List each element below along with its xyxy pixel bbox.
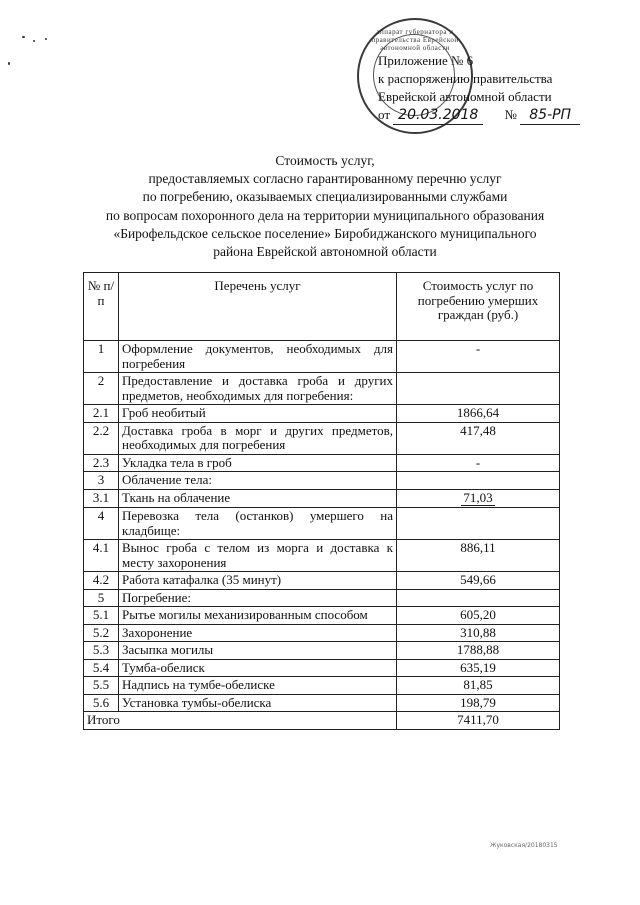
row-service: Доставка гроба в морг и других предметов, необходимых для погребения: [119, 422, 397, 454]
row-service: Работа катафалка (35 минут): [119, 572, 397, 590]
row-cost: [397, 373, 560, 405]
row-service: Оформление документов, необходимых для погребения: [119, 341, 397, 373]
row-number: 5: [84, 589, 119, 607]
document-title: [40, 152, 610, 261]
row-number: 3: [84, 472, 119, 490]
table-row: [84, 659, 560, 677]
footer-code: Жуковская/20180315: [490, 842, 558, 849]
row-number: 4.1: [84, 540, 119, 572]
title-line: Стоимость услуг,: [275, 153, 375, 168]
row-service: Тумба-обелиск: [119, 659, 397, 677]
row-number: 2: [84, 373, 119, 405]
table-row: [84, 540, 560, 572]
table-row: [84, 677, 560, 695]
scan-speck: [22, 36, 25, 38]
row-number: 5.3: [84, 642, 119, 660]
appendix-line3: Еврейской автономной области: [378, 89, 552, 104]
header-number: № п/п: [84, 273, 119, 341]
row-number: 2.2: [84, 422, 119, 454]
row-number: 5.4: [84, 659, 119, 677]
row-service: Рытье могилы механизированным способом: [119, 607, 397, 625]
table-row: [84, 472, 560, 490]
header-services: Перечень услуг: [119, 273, 397, 341]
row-service: Предоставление и доставка гроба и других предметов, необходимых для погребения:: [119, 373, 397, 405]
title-line: предоставляемых согласно гарантированному перечню услуг: [148, 171, 502, 187]
row-cost-value: 71,03: [463, 489, 493, 505]
row-cost: -: [397, 454, 560, 472]
total-label: Итого: [84, 712, 397, 730]
table-row: [84, 624, 560, 642]
title-line: «Бирофельдское сельское поселение» Биробиджанского муниципального: [113, 225, 537, 241]
row-service: Вынос гроба с телом из морга и доставка к месту захоронения: [119, 540, 397, 572]
scan-speck: [45, 38, 47, 40]
handwritten-date: 20.03.2018: [393, 106, 483, 125]
row-cost: [397, 508, 560, 540]
table-row: [84, 454, 560, 472]
row-cost: 198,79: [397, 694, 560, 712]
row-number: 2.3: [84, 454, 119, 472]
row-cost: 886,11: [397, 540, 560, 572]
row-service: Ткань на облачение: [119, 489, 397, 508]
table-row: [84, 508, 560, 540]
handwritten-number: 85-РП: [520, 106, 580, 125]
table-row: [84, 341, 560, 373]
row-cost: 635,19: [397, 659, 560, 677]
table-row: [84, 422, 560, 454]
row-cost: 81,85: [397, 677, 560, 695]
row-cost: [397, 472, 560, 490]
services-table: [83, 272, 560, 730]
row-cost: 310,88: [397, 624, 560, 642]
table-row: [84, 589, 560, 607]
row-cost: [397, 589, 560, 607]
date-prefix: от: [378, 107, 391, 122]
table-row: [84, 572, 560, 590]
seal-text: аппарат губернатора и правительства Еврейской автономной области: [371, 28, 459, 52]
table-row: [84, 405, 560, 423]
table-row: [84, 607, 560, 625]
row-cost: 549,66: [397, 572, 560, 590]
row-service: Перевозка тела (останков) умершего на кладбище:: [119, 508, 397, 540]
title-line: по вопросам похоронного дела на территории муниципального образования: [105, 207, 545, 223]
row-number: 3.1: [84, 489, 119, 508]
row-cost: -: [397, 341, 560, 373]
row-number: 1: [84, 341, 119, 373]
row-service: Гроб необитый: [119, 405, 397, 423]
row-service: Установка тумбы-обелиска: [119, 694, 397, 712]
table-total-row: [84, 712, 560, 730]
row-service: Засыпка могилы: [119, 642, 397, 660]
row-service: Погребение:: [119, 589, 397, 607]
row-service: Захоронение: [119, 624, 397, 642]
row-number: 2.1: [84, 405, 119, 423]
title-line: по погребению, оказываемых специализированными службами: [142, 189, 508, 205]
row-cost: 417,48: [397, 422, 560, 454]
row-service: Укладка тела в гроб: [119, 454, 397, 472]
number-prefix: №: [504, 107, 517, 122]
table-row: [84, 642, 560, 660]
table-header-row: [84, 273, 560, 341]
table-row: [84, 694, 560, 712]
row-number: 5.5: [84, 677, 119, 695]
appendix-line1: Приложение № 6: [378, 53, 474, 68]
appendix-header: [378, 52, 598, 125]
title-line: района Еврейской автономной области: [213, 244, 437, 260]
row-number: 4.2: [84, 572, 119, 590]
row-cost: [397, 489, 560, 508]
appendix-line2: к распоряжению правительства: [378, 71, 553, 86]
row-number: 5.2: [84, 624, 119, 642]
row-cost: 1866,64: [397, 405, 560, 423]
total-value: 7411,70: [397, 712, 560, 730]
row-number: 4: [84, 508, 119, 540]
appendix-date-line: [378, 106, 598, 125]
table-row: [84, 373, 560, 405]
header-cost: Стоимость услуг по погребению умерших граждан (руб.): [397, 273, 560, 341]
scan-speck: [33, 40, 35, 42]
row-cost: 1788,88: [397, 642, 560, 660]
table-row: [84, 489, 560, 508]
row-number: 5.1: [84, 607, 119, 625]
scan-speck: [8, 62, 10, 65]
row-number: 5.6: [84, 694, 119, 712]
row-service: Надпись на тумбе-обелиске: [119, 677, 397, 695]
row-cost: 605,20: [397, 607, 560, 625]
row-service: Облачение тела:: [119, 472, 397, 490]
